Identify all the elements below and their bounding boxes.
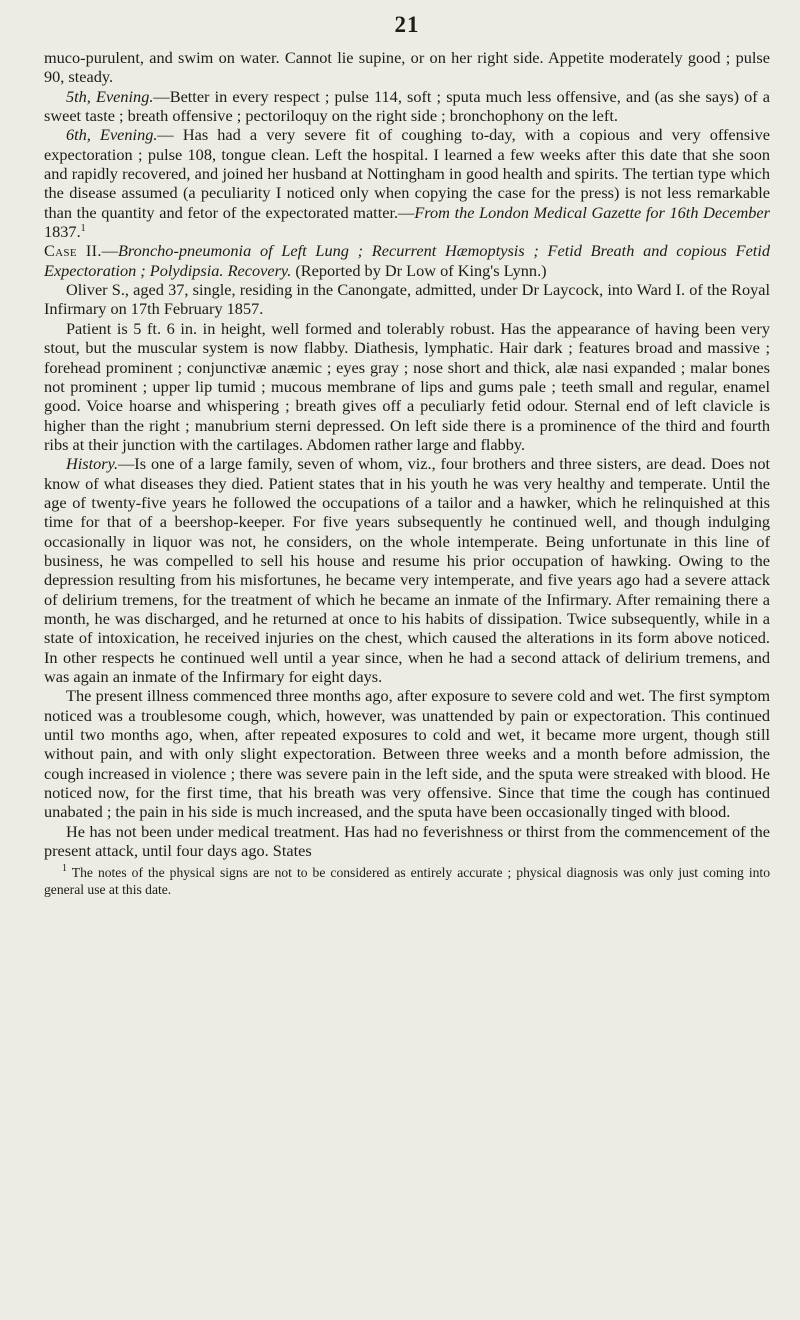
- entry-date-label: 6th, Evening.: [66, 125, 158, 145]
- paragraph-examination: Patient is 5 ft. 6 in. in height, well formed and tolerably robust. Has the appearance of having been very stout, but the muscular system is now flabby. Diathesis, lymphatic. Hair dark ; features broad and massive ; forehead prominent ; conjunctivæ anæmic ; eyes gray ; nose short and thick, alæ nasi expanded ; malar bones not prominent ; upper lip tumid ; mucous membrane of lips and gums pale ; teeth small and regular, enamel good. Voice hoarse and whispering ; breath gives off a peculiarly fetid odour. Sternal end of left clavicle is higher than the right ; manubrium sterni depressed. On left side there is a prominence of the third and fourth ribs at their junction with the cartilages. Abdomen rather large and flabby.: [44, 318, 770, 454]
- paragraph-6th-evening: [44, 125, 770, 241]
- entry-text: — Has had a very severe fit of coughing to-day, with a copious and very offensive expectoration ; pulse 108, tongue clean. Left the hospital. I learned a few weeks after this date that she soon and rapidly recovered, and joined her husband at Nottingham in good health and spirits. The tertian type which the disease assumed (a peculiarity I noticed only when copying the case for the press) is not less remarkable than the quantity and fetor of the expectorated matter.—: [44, 125, 770, 222]
- history-label: History.: [66, 454, 119, 474]
- case-dash: —: [101, 241, 118, 261]
- paragraph-continuation: muco-purulent, and swim on water. Cannot lie supine, or on her right side. Appetite moderately good ; pulse 90, steady.: [44, 48, 770, 87]
- footnote-text: [44, 864, 770, 898]
- entry-date-label: 5th, Evening.: [66, 86, 154, 106]
- case-label: Case II.: [44, 241, 102, 261]
- case-title: Broncho-pneumonia of Left Lung ; Recurrent Hæmoptysis ; Fetid Breath and copious Fetid Expectoration ; Polydipsia. Recovery.: [44, 241, 770, 280]
- page-number: 21: [394, 12, 420, 37]
- source-citation: From the London Medical Gazette for 16th December: [414, 202, 770, 222]
- footnote-body: The notes of the physical signs are not to be considered as entirely accurate ; physical diagnosis was only just coming into general use at this date.: [44, 865, 770, 898]
- source-year: 1837.: [44, 222, 81, 242]
- case-heading: [44, 241, 770, 280]
- paragraph-5th-evening: [44, 87, 770, 126]
- history-text: —Is one of a large family, seven of whom, viz., four brothers and three sisters, are dead. Does not know of what diseases they died. Patient states that in his youth he was very healthy and temperate. Until the age of twenty-five years he followed the occupations of a tailor and a hawker, which he relinquished at this time for that of a beershop-keeper. For five years subsequently he continued well, and though indulging occasionally in liquor was not, he considers, on the whole intemperate. Being unfortunate in this line of business, he was compelled to sell his house and resume his prior occupation of hawking. Owing to the depression resulting from his misfortunes, he became very intemperate, and five years ago had a severe attack of delirium tremens, for the treatment of which he became an inmate of the Infirmary. After remaining there a month, he was discharged, and he returned at once to his habits of dissipation. Twice subsequently, while in a state of intoxication, he received injuries on the chest, which caused the alterations in its form above noticed. In other respects he continued well until a year since, when he had a second attack of delirium tremens, and was again an inmate of the Infirmary for eight days.: [44, 454, 770, 686]
- paragraph-present-illness: The present illness commenced three months ago, after exposure to severe cold and wet. The first symptom noticed was a troublesome cough, which, however, was unattended by pain or expectoration. This continued until two months ago, when, after repeated exposures to cold and wet, it became more urgent, though still without pain, and with only slight expectoration. Between three weeks and a month before admission, the cough increased in violence ; there was severe pain in the left side, and the sputa were streaked with blood. He noticed now, for the first time, that his breath was very offensive. Since that time the cough has continued unabated ; the pain in his side is much increased, and the sputa have been occasionally tinged with blood.: [44, 686, 770, 822]
- entry-text: —Better in every respect ; pulse 114, soft ; sputa much less offensive, and (as she says) of a sweet taste ; breath offensive ; pectoriloquy on the right side ; bronchophony on the left.: [44, 86, 771, 126]
- paragraph-admission: Oliver S., aged 37, single, residing in the Canongate, admitted, under Dr Laycock, into Ward I. of the Royal Infirmary on 17th February 1857.: [44, 280, 770, 319]
- footnote-mark: 1: [62, 863, 67, 875]
- footnote: [44, 864, 770, 898]
- case-reporter: (Reported by Dr Low of King's Lynn.): [291, 260, 547, 280]
- footnote-reference: 1: [80, 223, 86, 235]
- paragraph-treatment: He has not been under medical treatment. Has had no feverishness or thirst from the commencement of the present attack, until four days ago. States: [44, 821, 770, 861]
- paragraph-history: [44, 454, 770, 686]
- body-text: [44, 48, 770, 860]
